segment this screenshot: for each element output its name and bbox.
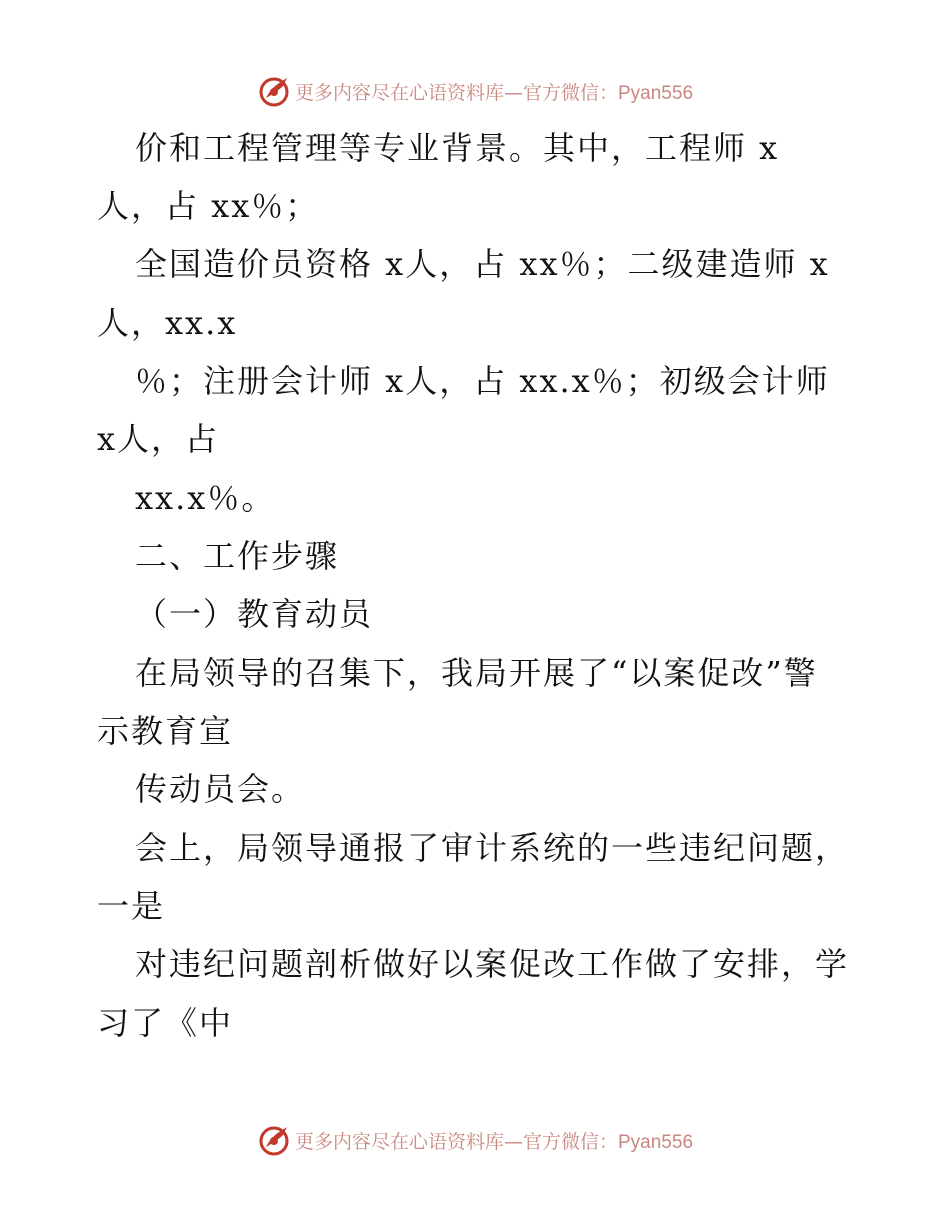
header-watermark xyxy=(0,71,950,111)
text-line: 示教育宣 xyxy=(97,712,234,750)
subsection-heading: （一）教育动员 xyxy=(135,595,374,633)
section-heading: 二、工作步骤 xyxy=(135,537,340,575)
watermark-text: 更多内容尽在心语资料库—官方微信：Pyan556 xyxy=(294,81,694,104)
brand-logo-icon xyxy=(257,1123,291,1157)
text-line: xx.x％。 xyxy=(135,479,276,517)
text-line: x人，占 xyxy=(97,420,220,458)
text-line: 在局领导的召集下，我局开展了“以案促改”警 xyxy=(135,654,818,692)
text-line: 人，占 xx％； xyxy=(97,187,320,225)
footer-watermark xyxy=(0,1120,950,1160)
watermark-code: Pyan556 xyxy=(618,82,694,104)
text-line: 会上，局领导通报了审计系统的一些违纪问题， xyxy=(135,829,850,867)
text-line: 对违纪问题剖析做好以案促改工作做了安排，学 xyxy=(135,945,850,983)
text-line: 习了《中 xyxy=(97,1004,234,1042)
text-line: 一是 xyxy=(97,887,166,925)
watermark-text: 更多内容尽在心语资料库—官方微信：Pyan556 xyxy=(294,1130,694,1153)
watermark-code: Pyan556 xyxy=(618,1131,694,1153)
text-line: 人，xx.x xyxy=(97,304,238,342)
brand-logo-icon xyxy=(257,74,291,108)
text-line: 全国造价员资格 x人，占 xx％；二级建造师 x xyxy=(135,245,830,283)
text-line: 价和工程管理等专业背景。其中，工程师 x xyxy=(135,129,780,167)
text-line: ％；注册会计师 x人，占 xx.x％；初级会计师 xyxy=(135,362,830,400)
text-line: 传动员会。 xyxy=(135,770,306,808)
